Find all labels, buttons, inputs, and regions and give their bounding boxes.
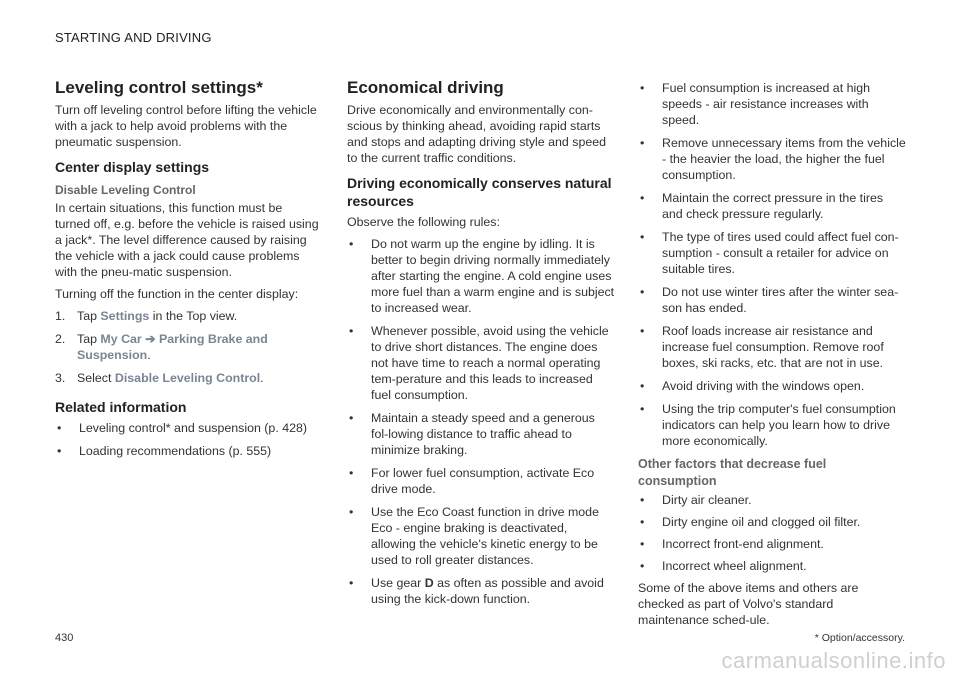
list-item — [638, 401, 906, 449]
gear-d-label: D — [424, 576, 434, 590]
rules-list — [347, 236, 615, 607]
list-item-text: For lower fuel consumption, activate Eco drive mode. — [371, 466, 595, 496]
step-2 — [55, 331, 320, 363]
list-item — [638, 514, 906, 530]
bullet-icon: • — [640, 81, 645, 95]
parking-brake-suspension-link[interactable]: My Car ➔ Parking Brake and Suspension — [77, 332, 268, 362]
list-item-text: Fuel consumption is increased at high speeds - air resistance increases with speed. — [662, 81, 871, 127]
bullet-icon: • — [640, 324, 645, 338]
conserve-resources-heading: Driving economically conserves natural resources — [347, 175, 612, 209]
list-item — [638, 536, 906, 552]
step-text: in the Top view. — [149, 309, 238, 323]
list-item-text: Remove unnecessary items from the vehicle - the heavier the load, the higher the fuel consumption. — [662, 136, 906, 182]
list-item-text: Dirty engine oil and clogged oil filter. — [662, 515, 861, 529]
leveling-para2: Turning off the function in the center display: — [55, 287, 299, 301]
list-item — [638, 492, 906, 508]
bullet-icon: • — [349, 237, 354, 251]
related-link[interactable]: Leveling control* and suspension (p. 428) — [79, 421, 307, 435]
bullet-icon: • — [349, 324, 354, 338]
bullet-icon: • — [640, 285, 645, 299]
disable-leveling-heading: Disable Leveling Control — [55, 183, 196, 197]
watermark: carmanualsonline.info — [721, 648, 946, 673]
step-3 — [55, 370, 320, 386]
list-item-text: Incorrect wheel alignment. — [662, 559, 807, 573]
bullet-icon: • — [640, 493, 645, 507]
list-item-text: Avoid driving with the windows open. — [662, 379, 865, 393]
list-item — [638, 378, 906, 394]
bullet-icon: • — [57, 421, 62, 435]
fuel-tips-list — [638, 80, 906, 449]
list-item-text — [371, 575, 615, 607]
list-item-text: Use the Eco Coast function in drive mode Eco - engine braking is deactivated, allowing the vehicle's kinetic energy to be used to roll greater distances. — [371, 505, 599, 567]
bullet-icon: • — [640, 136, 645, 150]
bullet-icon: • — [349, 505, 354, 519]
column-economical-driving — [347, 78, 615, 614]
bullet-icon: • — [640, 515, 645, 529]
bullet-icon: • — [349, 466, 354, 480]
list-item-text: Maintain the correct pressure in the tires and check pressure regularly. — [662, 191, 884, 221]
center-display-heading: Center display settings — [55, 159, 210, 175]
list-item — [347, 504, 615, 568]
bullet-icon: • — [640, 379, 645, 393]
list-item — [638, 558, 906, 574]
step-number: 1. — [55, 309, 66, 323]
step-1 — [55, 308, 320, 324]
settings-link[interactable]: Settings — [100, 309, 150, 323]
list-item-text: Do not warm up the engine by idling. It is better to begin driving normally immediately after starting the engine. A cold engine uses more fuel than a warm engine and is subject to increased wear. — [371, 237, 615, 315]
closing-paragraph: Some of the above items and others are checked as part of Volvo's standard maintenance sched-ule. — [638, 581, 859, 627]
list-item-text: Maintain a steady speed and a generous fol-lowing distance to traffic ahead to minimize braking. — [371, 411, 595, 457]
step-number: 3. — [55, 371, 66, 385]
step-text: Select — [77, 371, 115, 385]
list-item — [638, 80, 906, 128]
bullet-icon: • — [57, 444, 62, 458]
list-item — [638, 135, 906, 183]
other-factors-heading: Other factors that decrease fuel consumption — [638, 457, 827, 488]
section-header: STARTING AND DRIVING — [55, 30, 212, 45]
list-item — [347, 323, 615, 403]
disable-leveling-link[interactable]: Disable Leveling Control — [114, 371, 261, 385]
gear-text: Use gear — [371, 576, 425, 590]
bullet-icon: • — [640, 191, 645, 205]
bullet-icon: • — [640, 537, 645, 551]
bullet-icon: • — [640, 402, 645, 416]
list-item-text: Whenever possible, avoid using the vehicle to drive short distances. The engine does not have time to reach a normal operating tem-perature and this leads to increased fuel consumption. — [371, 324, 609, 402]
economical-intro: Drive economically and environmentally con-scious by thinking ahead, avoiding rapid starts and stops and adapting driving style and speed to the current traffic conditions. — [347, 103, 607, 165]
rules-intro: Observe the following rules: — [347, 215, 500, 229]
list-item-text: Incorrect front-end alignment. — [662, 537, 824, 551]
bullet-icon: • — [349, 576, 354, 590]
step-text: . — [147, 348, 151, 362]
column-leveling-control — [55, 78, 320, 466]
bullet-icon: • — [349, 411, 354, 425]
list-item — [347, 236, 615, 316]
step-text: Tap — [77, 332, 101, 346]
list-item-text: Roof loads increase air resistance and increase fuel consumption. Remove roof boxes, ski racks, etc. that are not in use. — [662, 324, 884, 370]
list-item-text: Dirty air cleaner. — [662, 493, 752, 507]
related-item[interactable] — [55, 443, 320, 459]
column-fuel-tips — [638, 80, 906, 634]
related-info-heading: Related information — [55, 399, 187, 415]
list-item-text: Do not use winter tires after the winter sea-son has ended. — [662, 285, 899, 315]
page-number: 430 — [55, 632, 74, 644]
step-text: Tap — [77, 309, 101, 323]
bullet-icon: • — [640, 230, 645, 244]
list-item-text: The type of tires used could affect fuel con-sumption - consult a retailer for advice on suitable tires. — [662, 230, 899, 276]
steps-list — [55, 308, 320, 386]
list-item — [347, 465, 615, 497]
footnote: * Option/accessory. — [814, 632, 905, 644]
list-item — [638, 323, 906, 371]
other-factors-list — [638, 492, 906, 574]
leveling-title: Leveling control settings* — [55, 78, 263, 97]
economical-title: Economical driving — [347, 78, 504, 97]
bullet-icon: • — [640, 559, 645, 573]
list-item-text: Using the trip computer's fuel consumption indicators can help you learn how to drive more economically. — [662, 402, 896, 448]
related-link[interactable]: Loading recommendations (p. 555) — [79, 444, 272, 458]
list-item — [347, 575, 615, 607]
leveling-intro: Turn off leveling control before lifting the vehicle with a jack to help avoid problems with the pneumatic suspension. — [55, 103, 317, 149]
step-number: 2. — [55, 332, 66, 346]
gear-text: as often as possible and avoid using the kick-down function. — [371, 576, 604, 606]
step-text: . — [260, 371, 264, 385]
list-item — [638, 284, 906, 316]
related-item[interactable] — [55, 420, 320, 436]
list-item — [638, 190, 906, 222]
list-item — [347, 410, 615, 458]
leveling-para1: In certain situations, this function must be turned off, e.g. before the vehicle is raised using a jack*. The level difference caused by raising the vehicle with a jack could cause problems with the pneu-matic suspension. — [55, 201, 319, 279]
related-list — [55, 420, 320, 459]
list-item — [638, 229, 906, 277]
